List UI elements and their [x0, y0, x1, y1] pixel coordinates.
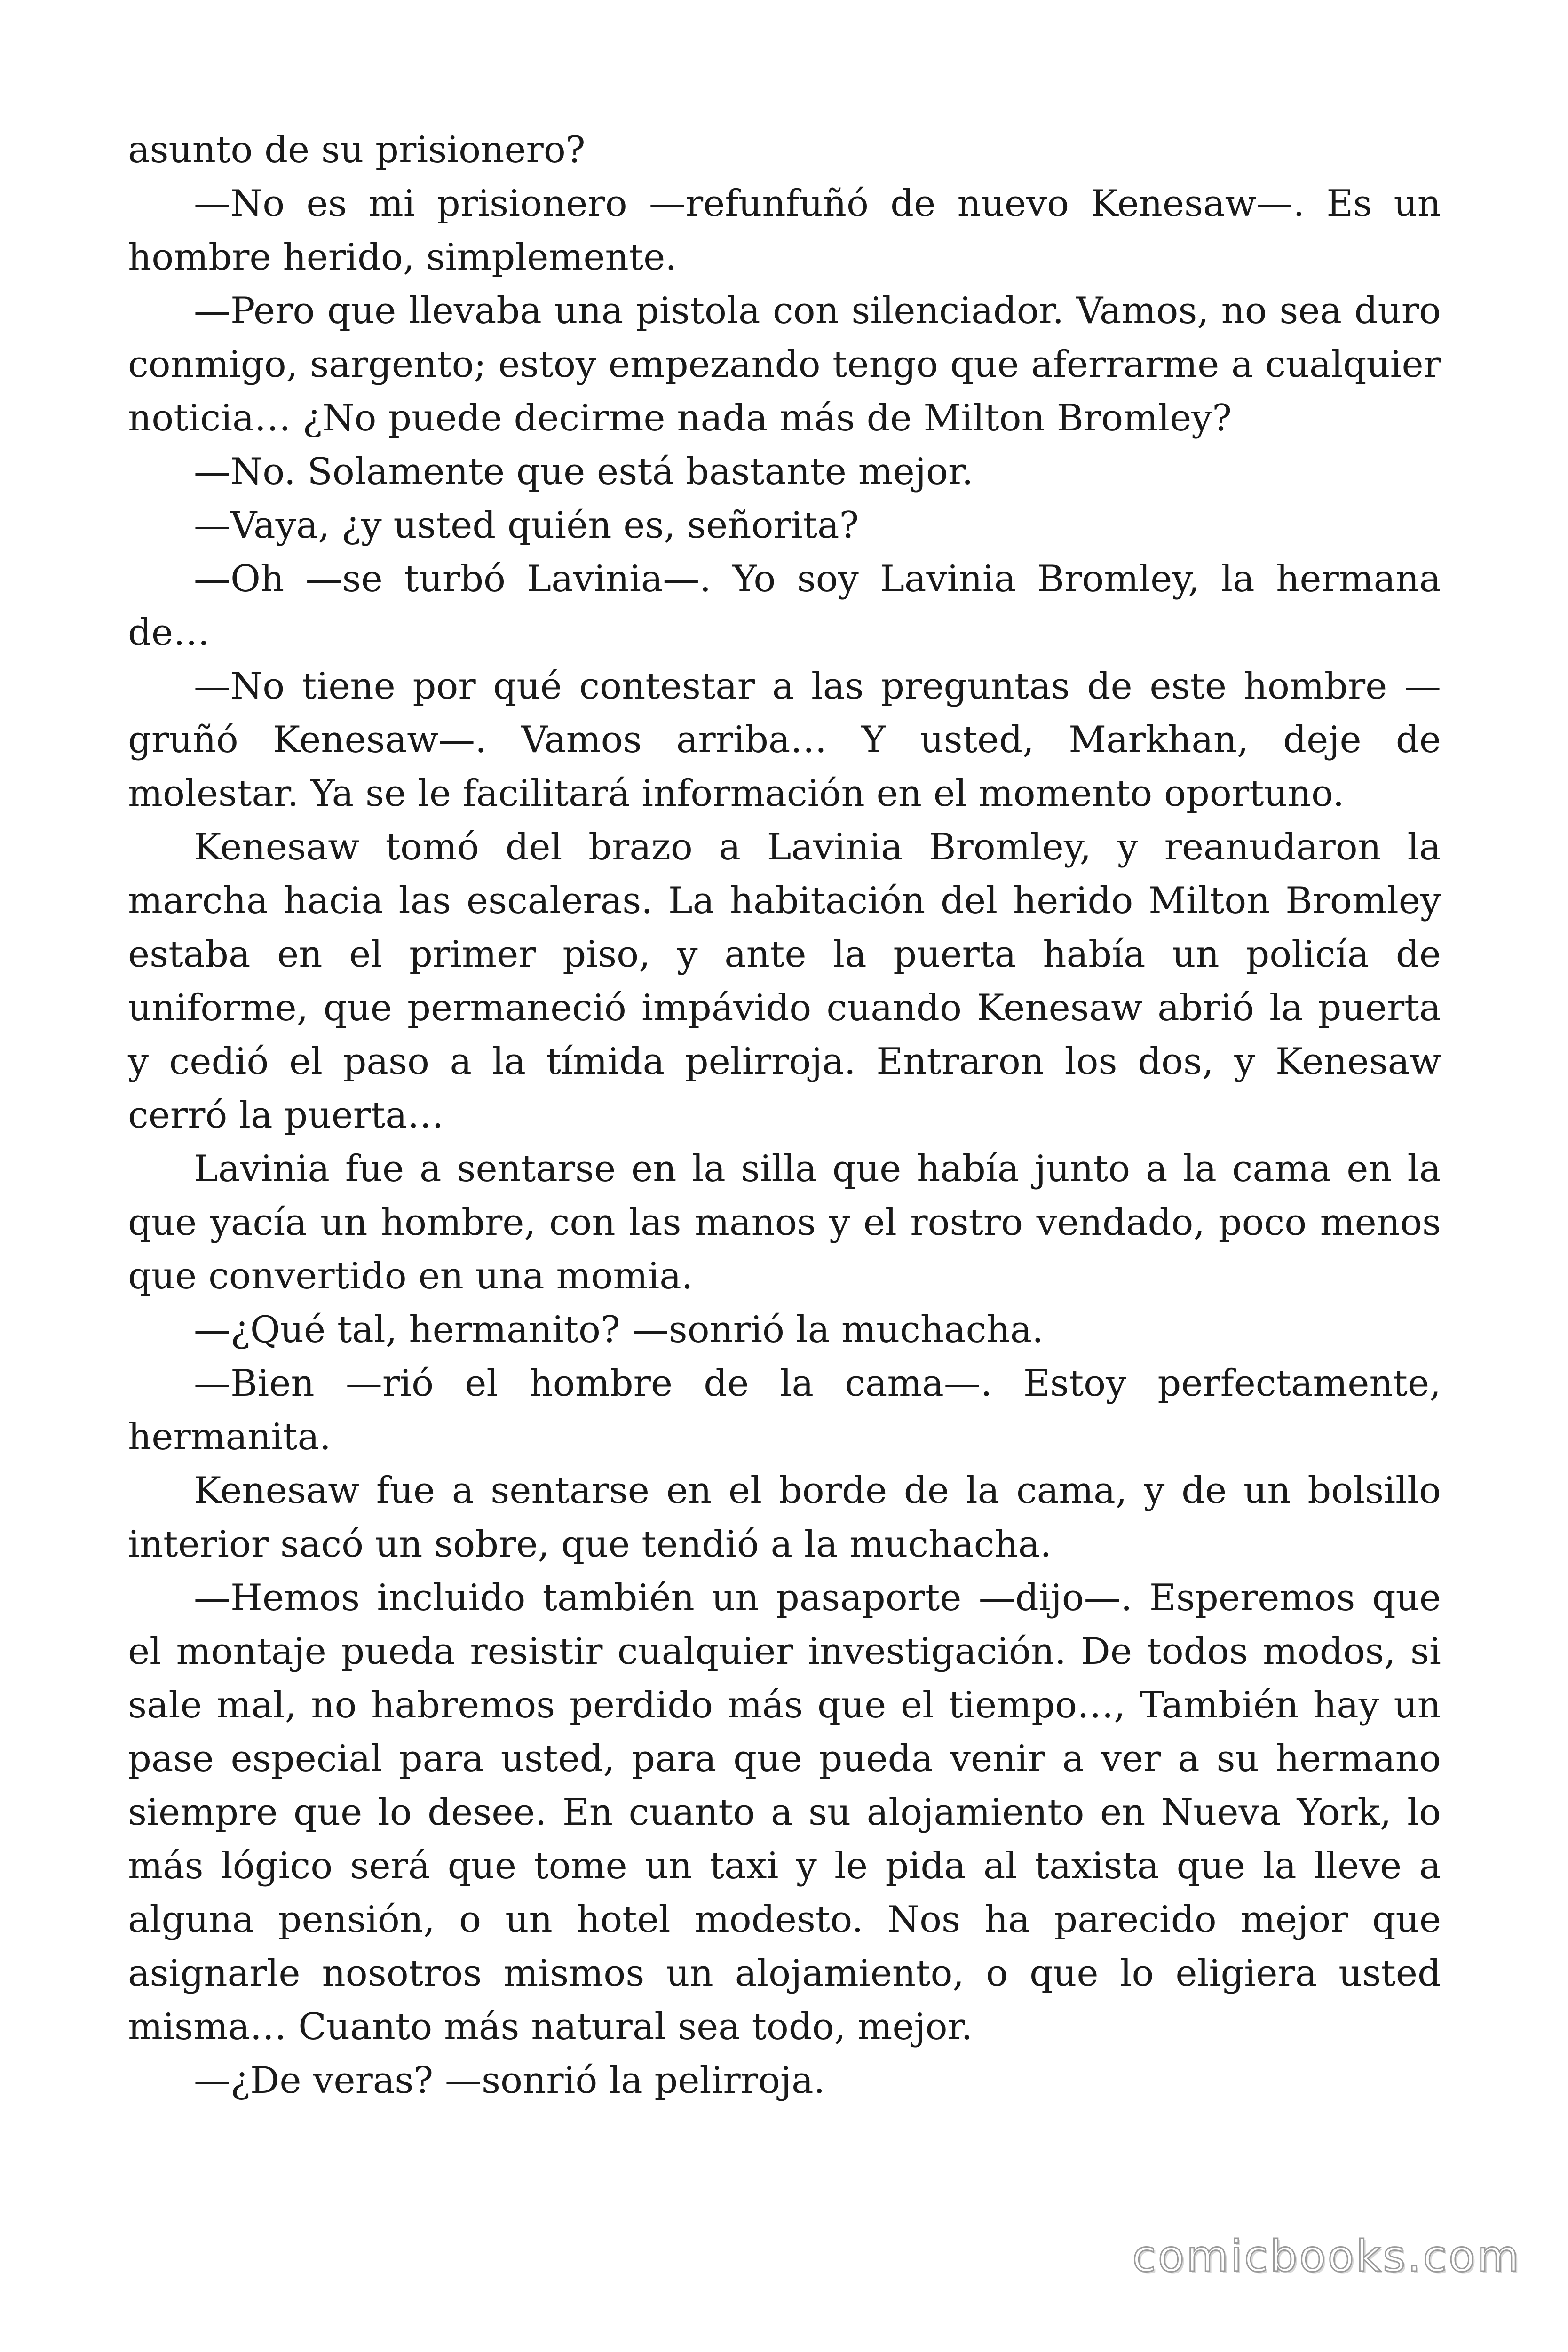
paragraph-5: —Vaya, ¿y usted quién es, señorita? — [194, 504, 859, 547]
paragraph-7: —No tiene por qué contestar a las preguntas de este hombre —gruñó Kenesaw—. Vamos arriba… Y usted, Markhan, deje de molestar. Ya se le facilitará información en el momento oportuno. — [128, 665, 1441, 815]
watermark: comicbooks.com — [1132, 2231, 1521, 2281]
paragraph-4: —No. Solamente que está bastante mejor. — [194, 451, 974, 493]
paragraph-6: —Oh —se turbó Lavinia—. Yo soy Lavinia Bromley, la hermana de… — [128, 558, 1441, 654]
paragraph-9: Lavinia fue a sentarse en la silla que había junto a la cama en la que yacía un hombre, con las manos y el rostro vendado, poco menos que convertido en una momia. — [128, 1148, 1441, 1297]
paragraph-14: —¿De veras? —sonrió la pelirroja. — [194, 2059, 825, 2102]
paragraph-10: —¿Qué tal, hermanito? —sonrió la muchacha. — [194, 1309, 1044, 1351]
paragraph-11: —Bien —rió el hombre de la cama—. Estoy perfectamente, hermanita. — [128, 1362, 1441, 1458]
paragraph-13: —Hemos incluido también un pasaporte —dijo—. Esperemos que el montaje pueda resistir cualquier investigación. De todos modos, si sale mal, no habremos perdido más que el tiempo…, También hay un pase especial para usted, para que pueda venir a ver a su hermano siempre que lo desee. En cuanto a su alojamiento en Nueva York, lo más lógico será que tome un taxi y le pida al taxista que la lleve a alguna pensión, o un hotel modesto. Nos ha parecido mejor que asignarle nosotros mismos un alojamiento, o que lo eligiera usted misma… Cuanto más natural sea todo, mejor. — [128, 1577, 1441, 2048]
body-text — [128, 123, 1441, 2107]
paragraph-1: asunto de su prisionero? — [128, 129, 586, 171]
paragraph-12: Kenesaw fue a sentarse en el borde de la cama, y de un bolsillo interior sacó un sobre, que tendió a la muchacha. — [128, 1470, 1441, 1565]
paragraph-2: —No es mi prisionero —refunfuñó de nuevo Kenesaw—. Es un hombre herido, simplemente. — [128, 183, 1441, 278]
paragraph-8: Kenesaw tomó del brazo a Lavinia Bromley, y reanudaron la marcha hacia las escaleras. La habitación del herido Milton Bromley estaba en el primer piso, y ante la puerta había un policía de uniforme, que permaneció impávido cuando Kenesaw abrió la puerta y cedió el paso a la tímida pelirroja. Entraron los dos, y Kenesaw cerró la puerta… — [128, 826, 1441, 1136]
paragraph-3: —Pero que llevaba una pistola con silenciador. Vamos, no sea duro conmigo, sargento; estoy empezando tengo que aferrarme a cualquier noticia… ¿No puede decirme nada más de Milton Bromley? — [128, 290, 1441, 439]
